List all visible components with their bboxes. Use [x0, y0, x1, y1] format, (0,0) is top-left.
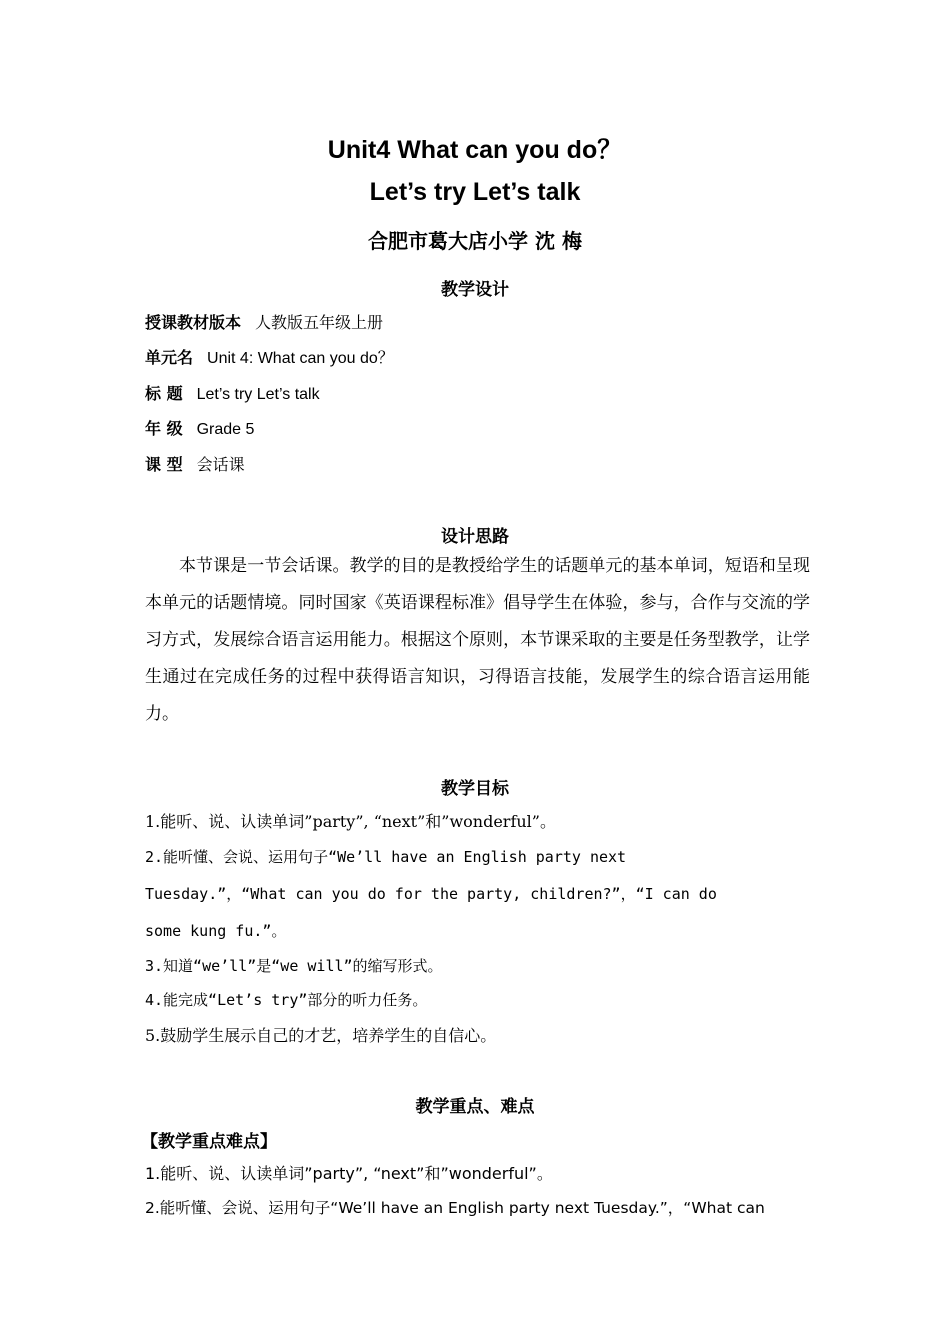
- field-grade: [145, 416, 254, 439]
- field-value: 会话课: [196, 455, 245, 474]
- key-points-subheading: 【教学重点难点】: [141, 1132, 277, 1152]
- field-unit: [145, 345, 394, 368]
- field-textbook: [145, 310, 383, 333]
- objective-line: 3.知道“we’ll”是“we will”的缩写形式。: [145, 957, 443, 975]
- section-heading-rationale: 设计思路: [441, 527, 509, 547]
- field-value: Let’s try Let’s talk: [196, 386, 320, 403]
- author-line: 合肥市葛大店小学 沈 梅: [368, 229, 582, 253]
- field-label: 课 型: [145, 455, 183, 474]
- field-value: Grade 5: [196, 421, 255, 438]
- section-heading-key-points: 教学重点、难点: [415, 1097, 535, 1117]
- objective-line: 2.能听懂、会说、运用句子“We’ll have an English party next: [145, 848, 627, 866]
- objective-line: Tuesday.”，“What can you do for the party, children?”，“I can do: [145, 885, 717, 903]
- key-point-line: 1.能听、说、认读单词”party”, “next”和”wonderful”。: [145, 1164, 553, 1183]
- key-point-line: 2.能听懂、会说、运用句子“We’ll have an English party next Tuesday.”，“What can: [145, 1199, 765, 1217]
- rationale-paragraph: 本节课是一节会话课。教学的目的是教授给学生的话题单元的基本单词，短语和呈现本单元的话题情境。同时国家《英语课程标准》倡导学生在体验，参与，合作与交流的学习方式，发展综合语言运用能力。根据这个原则，本节课采取的主要是任务型教学，让学生通过在完成任务的过程中获得语言知识，习得语言技能，发展学生的综合语言运用能力。: [145, 556, 810, 724]
- objective-line: 4.能完成“Let’s try”部分的听力任务。: [145, 991, 428, 1009]
- field-value: Unit 4: What can you do？: [207, 350, 394, 367]
- objective-line: 5.鼓励学生展示自己的才艺，培养学生的自信心。: [145, 1026, 497, 1045]
- objective-line: some kung fu.”。: [145, 922, 287, 940]
- field-label: 年 级: [145, 419, 183, 438]
- document-title: Unit4 What can you do？: [327, 136, 623, 164]
- section-heading-design: 教学设计: [441, 280, 509, 300]
- field-value: 人教版五年级上册: [255, 313, 384, 332]
- field-label: 授课教材版本: [145, 313, 242, 332]
- field-label: 标 题: [145, 384, 183, 403]
- field-label: 单元名: [145, 348, 194, 367]
- objective-line: 1.能听、说、认读单词”party”, “next”和”wonderful”。: [145, 812, 556, 831]
- section-heading-objectives: 教学目标: [441, 779, 509, 799]
- document-subtitle: Let’s try Let’s talk: [369, 178, 581, 206]
- field-title: [145, 381, 320, 404]
- field-lesson-type: [145, 452, 245, 475]
